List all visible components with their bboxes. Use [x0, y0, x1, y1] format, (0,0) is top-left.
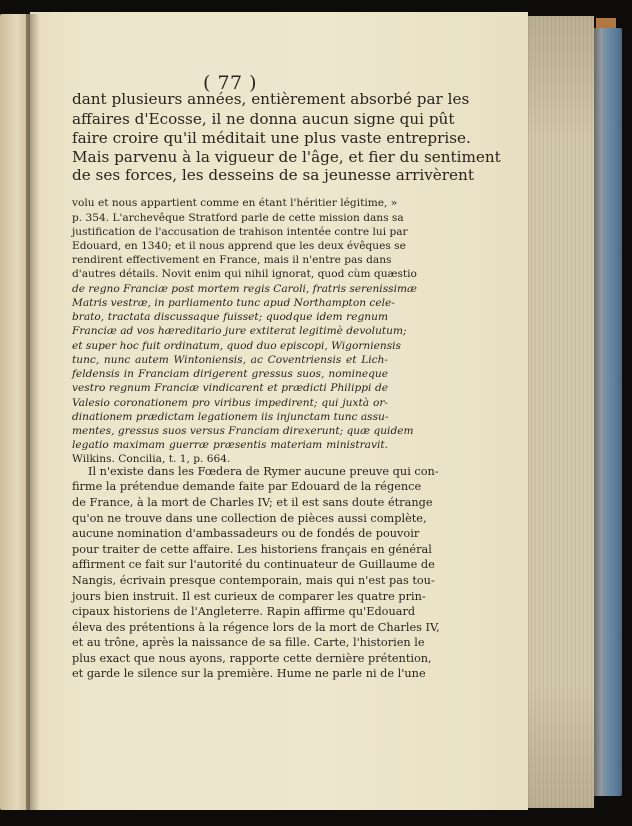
- footnote-line: dinationem prædictam legationem iis injunctam tunc assu-: [72, 411, 389, 423]
- main-text-line: affaires d'Ecosse, il ne donna aucun signe qui pût: [72, 110, 455, 128]
- footnote-line: Valesio coronationem pro viribus impedirent; qui juxtà or-: [72, 397, 388, 409]
- paragraph-line: et au trône, après la naissance de sa fille. Carte, l'historien le: [72, 636, 425, 649]
- footnote-line: de regno Franciæ post mortem regis Caroli, fratris serenissimæ: [72, 283, 417, 295]
- paragraph-line: éleva des prétentions à la régence lors de la mort de Charles IV,: [72, 621, 440, 634]
- paragraph-line: plus exact que nous ayons, rapporte cette dernière prétention,: [72, 652, 432, 665]
- footnote-line: d'autres détails. Novit enim qui nihil ignorat, quod cùm quæstio: [72, 268, 417, 280]
- footnote-line: Franciæ ad vos hæreditario jure extiterat legitimè devolutum;: [72, 325, 407, 337]
- paragraph-line: cipaux historiens de l'Angleterre. Rapin affirme qu'Edouard: [72, 605, 416, 618]
- paragraph-line: qu'on ne trouve dans une collection de pièces aussi complète,: [72, 512, 427, 525]
- paragraph-line: aucune nomination d'ambassadeurs ou de fondés de pouvoir: [72, 527, 420, 540]
- footnote-line: brato, tractata discussaque fuisset; quodque idem regnum: [72, 311, 388, 323]
- footnote-line: vestro regnum Franciæ vindicarent et prædicti Philippi de: [72, 382, 388, 394]
- main-text-line: de ses forces, les desseins de sa jeunesse arrivèrent: [72, 166, 474, 184]
- page-edges: [524, 16, 594, 808]
- main-text-line: dant plusieurs années, entièrement absorbé par les: [72, 90, 470, 108]
- footnote-line: Edouard, en 1340; et il nous apprend que les deux évêques se: [72, 240, 406, 252]
- footnote-line: p. 354. L'archevêque Stratford parle de cette mission dans sa: [72, 212, 404, 224]
- footnote-line: justification de l'accusation de trahison intentée contre lui par: [72, 226, 408, 238]
- page-number: ( 77 ): [203, 72, 258, 94]
- footnote-line: legatio maximam guerræ præsentis materiam ministravit.: [72, 439, 388, 451]
- footnote-line: mentes, gressus suos versus Franciam direxerunt; quæ quidem: [72, 425, 414, 437]
- paragraph-line: jours bien instruit. Il est curieux de comparer les quatre prin-: [72, 590, 426, 603]
- paragraph-line: Il n'existe dans les Fœdera de Rymer aucune preuve qui con-: [88, 465, 439, 478]
- paragraph-line: affirment ce fait sur l'autorité du continuateur de Guillaume de: [72, 558, 435, 571]
- footnote-line: Matris vestræ, in parliamento tunc apud Northampton cele-: [72, 297, 395, 309]
- footnote-line: volu et nous appartient comme en étant l'héritier légitime, »: [72, 197, 398, 209]
- paragraph-line: pour traiter de cette affaire. Les historiens français en général: [72, 543, 432, 556]
- marbled-cover: [594, 28, 622, 796]
- paragraph-line: de France, à la mort de Charles IV; et il est sans doute étrange: [72, 496, 433, 509]
- footnote-line: Wilkins. Concilia, t. 1, p. 664.: [72, 453, 231, 465]
- paragraph-line: firme la prétendue demande faite par Edouard de la régence: [72, 480, 422, 493]
- main-text-line: Mais parvenu à la vigueur de l'âge, et fier du sentiment: [72, 148, 501, 166]
- footnote-line: feldensis in Franciam dirigerent gressus suos, nomineque: [72, 368, 388, 380]
- paragraph-line: et garde le silence sur la première. Hume ne parle ni de l'une: [72, 667, 426, 680]
- footnote-line: et super hoc fuit ordinatum, quod duo episcopi, Wigorniensis: [72, 340, 401, 352]
- footnote-line: rendirent effectivement en France, mais il n'entre pas dans: [72, 254, 392, 266]
- paragraph-line: Nangis, écrivain presque contemporain, mais qui n'est pas tou-: [72, 574, 435, 587]
- gutter-shadow: [26, 14, 40, 810]
- footnote-line: tunc, nunc autem Wintoniensis, ac Coventriensis et Lich-: [72, 354, 388, 366]
- main-text-line: faire croire qu'il méditait une plus vaste entreprise.: [72, 129, 471, 147]
